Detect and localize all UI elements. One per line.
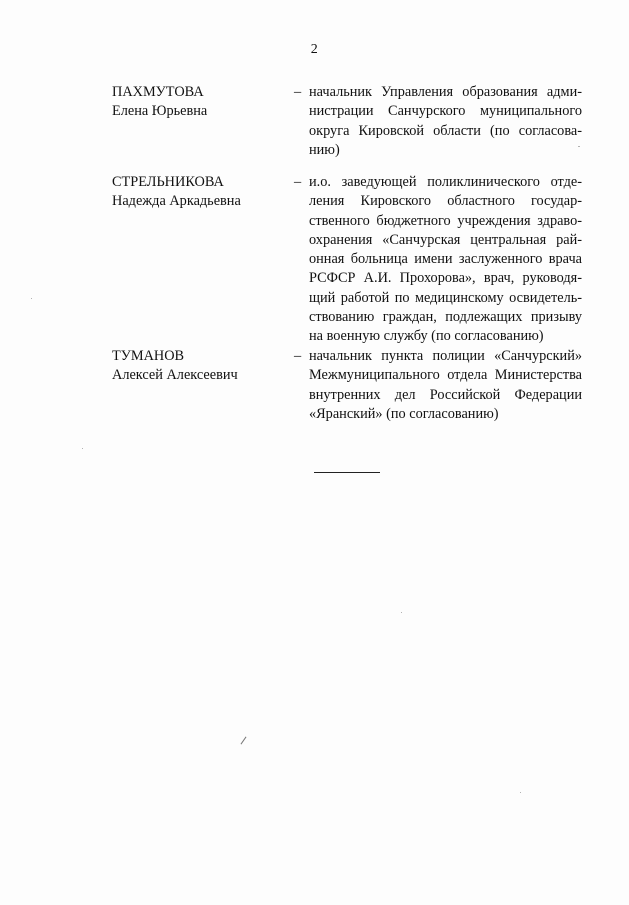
member-name (112, 347, 282, 386)
member-position (309, 83, 582, 160)
position-line: охранения «Санчурская центральная рай- (309, 231, 582, 248)
position-line: нистрации Санчурского муниципального (309, 103, 582, 120)
member-name (112, 173, 282, 212)
scan-speck (520, 792, 521, 793)
position-line: округа Кировской области (по согласова- (309, 122, 582, 139)
position-line: онная больница имени заслуженного врача (309, 251, 582, 268)
position-line: ствованию граждан, подлежащих призыву (309, 309, 582, 326)
position-line: начальник пункта полиции «Санчурский» (309, 348, 582, 364)
position-line: «Яранский» (по согласованию) (309, 405, 499, 422)
page-number: 2 (310, 42, 319, 57)
scan-speck (401, 612, 402, 613)
position-line: и.о. заведующей поликлинического отде- (309, 174, 582, 190)
dash-separator: – (294, 174, 302, 190)
scan-speck (241, 737, 247, 745)
position-line: ственного бюджетного учреждения здраво- (309, 212, 582, 229)
position-line: на военную службу (по согласованию) (309, 328, 544, 345)
position-line: внутренних дел Российской Федерации (309, 386, 582, 403)
end-of-list-rule (314, 472, 380, 473)
scan-speck (31, 298, 32, 299)
position-line: Межмуниципального отдела Министерства (309, 367, 582, 384)
scan-speck (578, 146, 580, 147)
position-line: нию) (309, 141, 340, 158)
position-line: начальник Управления образования адми- (309, 84, 582, 100)
member-surname: СТРЕЛЬНИКОВА (112, 174, 224, 190)
scan-speck (82, 448, 83, 449)
member-name (112, 83, 282, 122)
dash-separator: – (294, 84, 302, 100)
position-line: щий работой по медицинскому освидетель- (309, 289, 582, 306)
member-given-names: Надежда Аркадьевна (112, 193, 241, 210)
member-given-names: Елена Юрьевна (112, 103, 208, 120)
member-surname: ПАХМУТОВА (112, 84, 204, 100)
member-position (309, 173, 582, 347)
position-line: РСФСР А.И. Прохорова», врач, руководя- (309, 270, 582, 287)
member-position (309, 347, 582, 424)
position-line: ления Кировского областного государ- (309, 193, 582, 210)
member-surname: ТУМАНОВ (112, 348, 185, 364)
member-given-names: Алексей Алексеевич (112, 367, 238, 384)
dash-separator: – (294, 348, 302, 364)
